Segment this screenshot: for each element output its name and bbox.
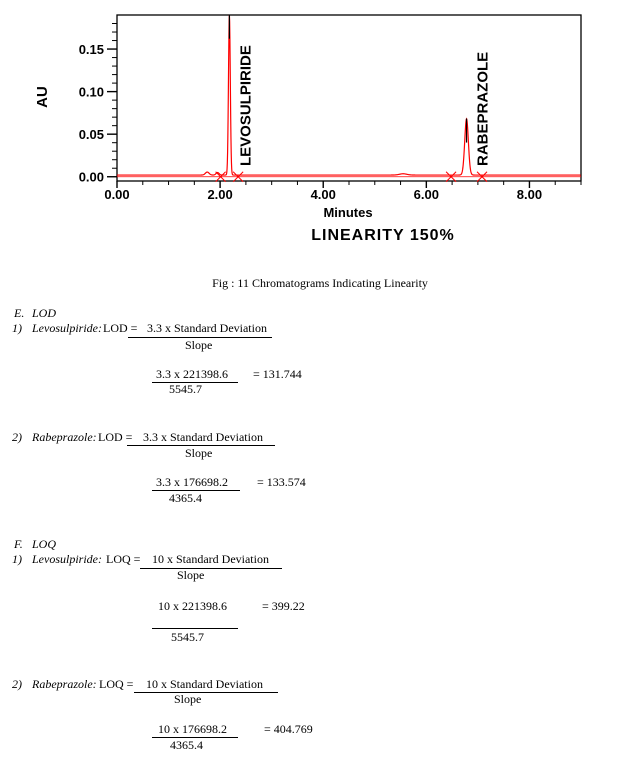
chromatogram-trace	[117, 15, 581, 175]
calc-denominator: 5545.7	[169, 382, 202, 396]
calc-denominator: 5545.7	[171, 630, 204, 644]
x-tick-label: 8.00	[516, 187, 543, 202]
section-letter-loq: F.	[14, 537, 23, 551]
x-tick-label: 2.00	[207, 187, 233, 202]
calc-result: = 133.574	[257, 475, 306, 489]
formula-numerator: 10 x Standard Deviation	[152, 552, 269, 566]
section-letter-lod: E.	[14, 306, 25, 320]
formula-denominator: Slope	[177, 568, 205, 582]
plot-border	[117, 15, 581, 181]
x-axis-label: Minutes	[323, 205, 373, 220]
x-tick-label: 4.00	[310, 187, 336, 202]
peak-markers	[216, 15, 492, 182]
x-tick-label: 0.00	[104, 187, 130, 202]
calc-numerator: 3.3 x 176698.2	[156, 475, 228, 489]
calc-denominator: 4365.4	[170, 738, 203, 752]
item-number: 2)	[12, 430, 22, 444]
item-number: 1)	[12, 321, 22, 335]
plot-frame	[117, 15, 581, 181]
peak-label: RABEPRAZOLE	[474, 51, 492, 166]
formula-denominator: Slope	[185, 446, 213, 460]
formula-label: LOD =	[98, 430, 133, 444]
drug-name: Levosulpiride:	[32, 321, 102, 335]
formula-numerator: 10 x Standard Deviation	[146, 677, 263, 691]
formula-numerator: 3.3 x Standard Deviation	[143, 430, 263, 444]
calc-result: = 404.769	[264, 722, 313, 736]
drug-name: Rabeprazole:	[32, 430, 97, 444]
drug-name: Rabeprazole:	[32, 677, 97, 691]
chart-subtitle: LINEARITY 150%	[311, 227, 455, 244]
calc-result: = 399.22	[262, 599, 305, 613]
item-number: 1)	[12, 552, 22, 566]
y-axis	[79, 24, 117, 185]
calc-numerator: 10 x 221398.6	[158, 599, 227, 613]
calc-result: = 131.744	[253, 367, 302, 381]
x-tick-label: 6.00	[413, 187, 439, 202]
formula-label: LOQ =	[99, 677, 134, 691]
calc-denominator: 4365.4	[169, 491, 202, 505]
formula-denominator: Slope	[174, 692, 202, 706]
section-heading-lod: LOD	[32, 306, 57, 320]
fraction-bar	[134, 692, 278, 693]
section-heading-loq: LOQ	[32, 537, 57, 551]
calc-numerator: 10 x 176698.2	[158, 722, 227, 736]
y-tick-label: 0.10	[78, 84, 104, 100]
formula-denominator: Slope	[185, 338, 213, 352]
peak-label: LEVOSULPIRIDE	[237, 45, 255, 166]
fraction-bar	[152, 628, 238, 629]
formula-numerator: 3.3 x Standard Deviation	[147, 321, 267, 335]
fraction-bar	[140, 568, 282, 569]
y-tick-label: 0.05	[78, 127, 104, 143]
y-axis-label: AU	[34, 86, 51, 108]
x-axis	[104, 181, 581, 202]
drug-name: Levosulpiride:	[32, 552, 102, 566]
y-tick-label: 0.15	[78, 42, 104, 58]
calc-numerator: 3.3 x 221398.6	[156, 367, 228, 381]
formula-label: LOQ =	[106, 552, 141, 566]
y-tick-label: 0.00	[78, 169, 104, 185]
formula-label: LOD =	[103, 321, 138, 335]
figure-caption: Fig : 11 Chromatograms Indicating Linearity	[212, 276, 428, 290]
chromatogram-chart	[0, 0, 640, 250]
item-number: 2)	[12, 677, 22, 691]
